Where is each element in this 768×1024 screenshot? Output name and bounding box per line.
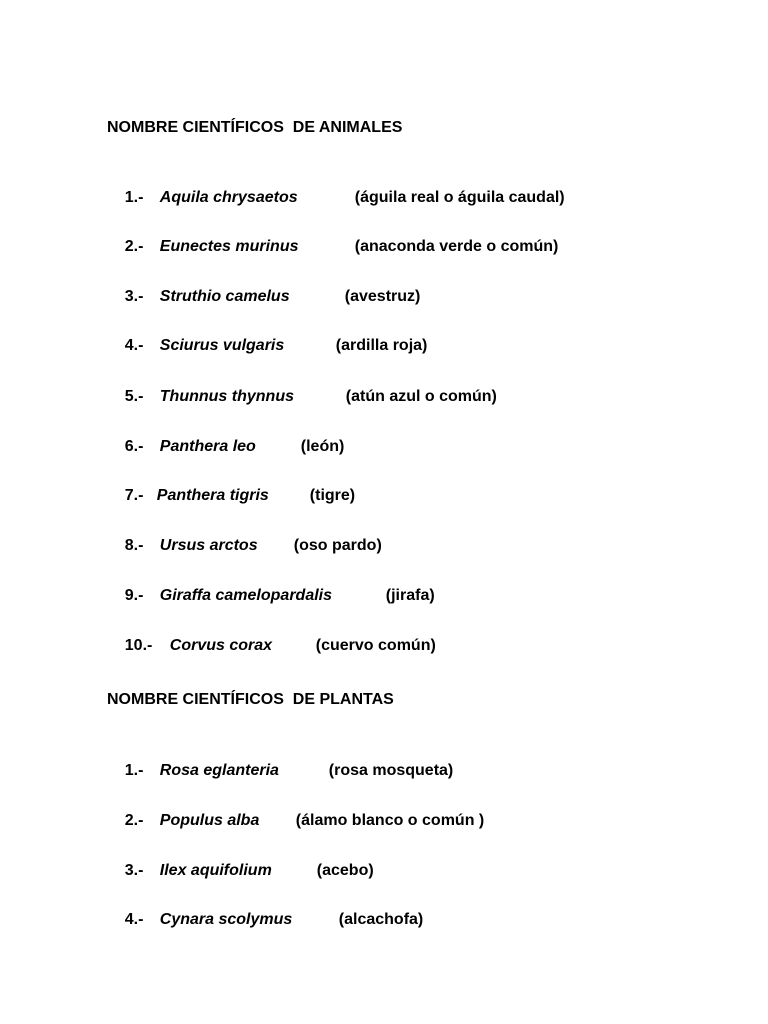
item-number: 7.-	[124, 487, 144, 504]
scientific-name: Rosa eglanteria	[159, 762, 279, 779]
common-name: (rosa mosqueta)	[328, 762, 454, 779]
item-number: 1.-	[124, 189, 144, 206]
scientific-name: Panthera tigris	[156, 487, 269, 504]
common-name: (águila real o águila caudal)	[354, 189, 565, 206]
item-number: 6.-	[124, 438, 144, 455]
item-number: 10.-	[124, 637, 153, 654]
scientific-name: Corvus corax	[169, 637, 273, 654]
item-number: 9.-	[124, 587, 144, 604]
scientific-name: Aquila chrysaetos	[159, 189, 298, 206]
scientific-name: Ilex aquifolium	[159, 862, 272, 879]
scientific-name: Giraffa camelopardalis	[159, 587, 333, 604]
common-name: (atún azul o común)	[345, 388, 497, 405]
item-number: 3.-	[124, 288, 144, 305]
common-name: (álamo blanco o común )	[295, 812, 485, 829]
list-item	[107, 616, 436, 676]
item-number: 8.-	[124, 537, 144, 554]
common-name: (acebo)	[316, 862, 374, 879]
scientific-name: Ursus arctos	[159, 537, 258, 554]
scientific-name: Panthera leo	[159, 438, 256, 455]
common-name: (avestruz)	[344, 288, 421, 305]
scientific-name: Eunectes murinus	[159, 238, 299, 255]
item-number: 5.-	[124, 388, 144, 405]
item-number: 1.-	[124, 762, 144, 779]
item-number: 2.-	[124, 812, 144, 829]
scientific-name: Thunnus thynnus	[159, 388, 294, 405]
scientific-name: Cynara scolymus	[159, 911, 293, 928]
scientific-name: Sciurus vulgaris	[159, 337, 285, 354]
list-item	[107, 890, 423, 950]
common-name: (alcachofa)	[338, 911, 424, 928]
common-name: (cuervo común)	[315, 637, 436, 654]
scientific-name: Populus alba	[159, 812, 260, 829]
item-number: 4.-	[124, 337, 144, 354]
common-name: (león)	[300, 438, 345, 455]
common-name: (oso pardo)	[293, 537, 382, 554]
scientific-name: Struthio camelus	[159, 288, 290, 305]
item-number: 2.-	[124, 238, 144, 255]
common-name: (tigre)	[309, 487, 356, 504]
common-name: (ardilla roja)	[335, 337, 428, 354]
plants-heading: NOMBRE CIENTÍFICOS DE PLANTAS	[107, 691, 394, 708]
animals-heading: NOMBRE CIENTÍFICOS DE ANIMALES	[107, 119, 403, 136]
common-name: (anaconda verde o común)	[354, 238, 559, 255]
item-number: 3.-	[124, 862, 144, 879]
item-number: 4.-	[124, 911, 144, 928]
common-name: (jirafa)	[385, 587, 435, 604]
